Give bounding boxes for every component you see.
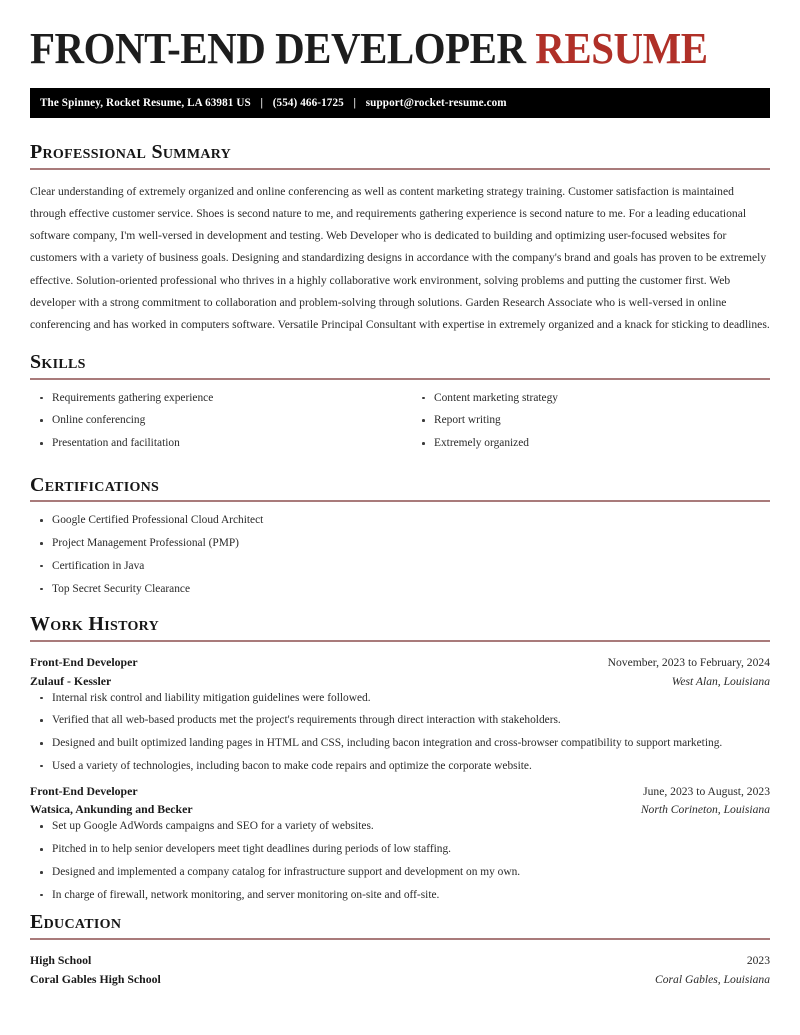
work-company: Zulauf - Kessler — [30, 673, 112, 688]
section-divider — [30, 378, 770, 380]
page-title — [30, 26, 718, 72]
list-item: Designed and implemented a company catalog for infrastructure support and development on my own. — [30, 865, 770, 881]
list-item: In charge of firewall, network monitoring, and server monitoring on-site and off-site. — [30, 888, 770, 904]
professional-summary-text: Clear understanding of extremely organized and online conferencing as well as content marketing strategy training. Customer satisfaction is maintained through effective customer service. Shoes is second nature to me, and requirements gathering experience is second nature to me. For a leading educational software company, I'm well-versed in development and testing. Web Developer who is dedicated to building and optimizing user-focused websites for customers with a variety of business goals. Designing and standardizing designs in accordance with the company's brand and goals has proven to be extremely effective. Solution-oriented professional who thrives in a highly collaborative work environment, solving problems and putting the customer first. Web developer with a strong commitment to collaboration and problem-solving through solutions. Garden Research Associate who is well-versed in online conferencing and has worked in computers software. Versatile Principal Consultant with expertise in extremely organized and a knack for sticking to deadlines. — [30, 184, 770, 332]
education-dates: 2023 — [746, 953, 770, 967]
education-degree-row — [30, 951, 770, 970]
education-entry — [30, 951, 770, 989]
work-entry-title-row — [30, 782, 770, 801]
work-entry-title-row — [30, 653, 770, 672]
list-item: Set up Google AdWords campaigns and SEO for a variety of websites. — [30, 819, 770, 835]
list-item: Report writing — [412, 413, 770, 429]
section-heading-certifications: Certifications — [30, 473, 160, 496]
section-certifications — [30, 473, 770, 597]
skills-column-left — [30, 391, 400, 459]
work-company: Watsica, Ankunding and Becker — [30, 802, 193, 817]
section-divider — [30, 500, 770, 502]
list-item: Extremely organized — [412, 436, 770, 452]
list-item: Google Certified Professional Cloud Architect — [30, 513, 770, 529]
list-item: Content marketing strategy — [412, 391, 770, 407]
list-item: Top Secret Security Clearance — [30, 582, 770, 598]
education-degree: High School — [30, 952, 92, 967]
list-item: Pitched in to help senior developers meet tight deadlines during periods of low staffing. — [30, 842, 770, 858]
skills-list-left — [30, 391, 400, 452]
education-location: Coral Gables, Louisiana — [655, 972, 770, 986]
skills-columns — [30, 391, 770, 459]
list-item: Certification in Java — [30, 559, 770, 575]
work-bullets — [30, 819, 770, 903]
work-entry — [30, 653, 770, 775]
work-entry — [30, 782, 770, 904]
list-item: Requirements gathering experience — [30, 391, 400, 407]
skills-list-right — [412, 391, 770, 452]
list-item: Internal risk control and liability mitigation guidelines were followed. — [30, 691, 770, 707]
contact-phone[interactable]: (554) 466-1725 — [272, 97, 344, 110]
contact-details — [40, 97, 507, 109]
list-item: Online conferencing — [30, 413, 400, 429]
contact-bar — [30, 88, 770, 118]
section-heading-work-history: Work History — [30, 613, 159, 636]
contact-separator-2: | — [353, 97, 357, 110]
list-item: Verified that all web-based products met the project's requirements through direct interaction with stakeholders. — [30, 713, 770, 729]
contact-address: The Spinney, Rocket Resume, LA 63981 US — [40, 97, 251, 110]
education-school-row — [30, 970, 770, 989]
contact-email[interactable]: support@rocket-resume.com — [365, 97, 507, 110]
section-divider — [30, 938, 770, 940]
list-item: Designed and built optimized landing pages in HTML and CSS, including bacon integration and cross-browser compatibility to support marketing. — [30, 736, 770, 752]
section-skills — [30, 350, 770, 459]
section-divider — [30, 168, 770, 170]
certifications-list-wrap — [30, 513, 770, 597]
work-bullets — [30, 691, 770, 775]
list-item: Presentation and facilitation — [30, 436, 400, 452]
work-entry-company-row — [30, 672, 770, 691]
work-dates: November, 2023 to February, 2024 — [607, 655, 770, 669]
skills-column-right — [400, 391, 770, 459]
work-job-title: Front-End Developer — [30, 654, 138, 669]
section-professional-summary — [30, 140, 770, 336]
list-item: Project Management Professional (PMP) — [30, 536, 770, 552]
work-dates: June, 2023 to August, 2023 — [643, 784, 770, 798]
title-primary: FRONT-END DEVELOPER — [30, 24, 526, 73]
work-location: West Alan, Louisiana — [671, 674, 770, 688]
work-entry-company-row — [30, 800, 770, 819]
title-accent: RESUME — [535, 24, 708, 73]
section-heading-professional-summary: Professional Summary — [30, 141, 232, 164]
section-divider — [30, 640, 770, 642]
contact-separator-1: | — [260, 97, 264, 110]
section-work-history — [30, 612, 770, 903]
section-heading-education: Education — [30, 911, 122, 934]
work-location: North Corineton, Louisiana — [640, 803, 770, 817]
list-item: Used a variety of technologies, including bacon to make code repairs and optimize the corporate website. — [30, 759, 770, 775]
section-heading-skills: Skills — [30, 351, 86, 374]
work-job-title: Front-End Developer — [30, 783, 138, 798]
section-education — [30, 910, 770, 988]
education-school: Coral Gables High School — [30, 971, 161, 986]
certifications-list — [30, 513, 770, 597]
